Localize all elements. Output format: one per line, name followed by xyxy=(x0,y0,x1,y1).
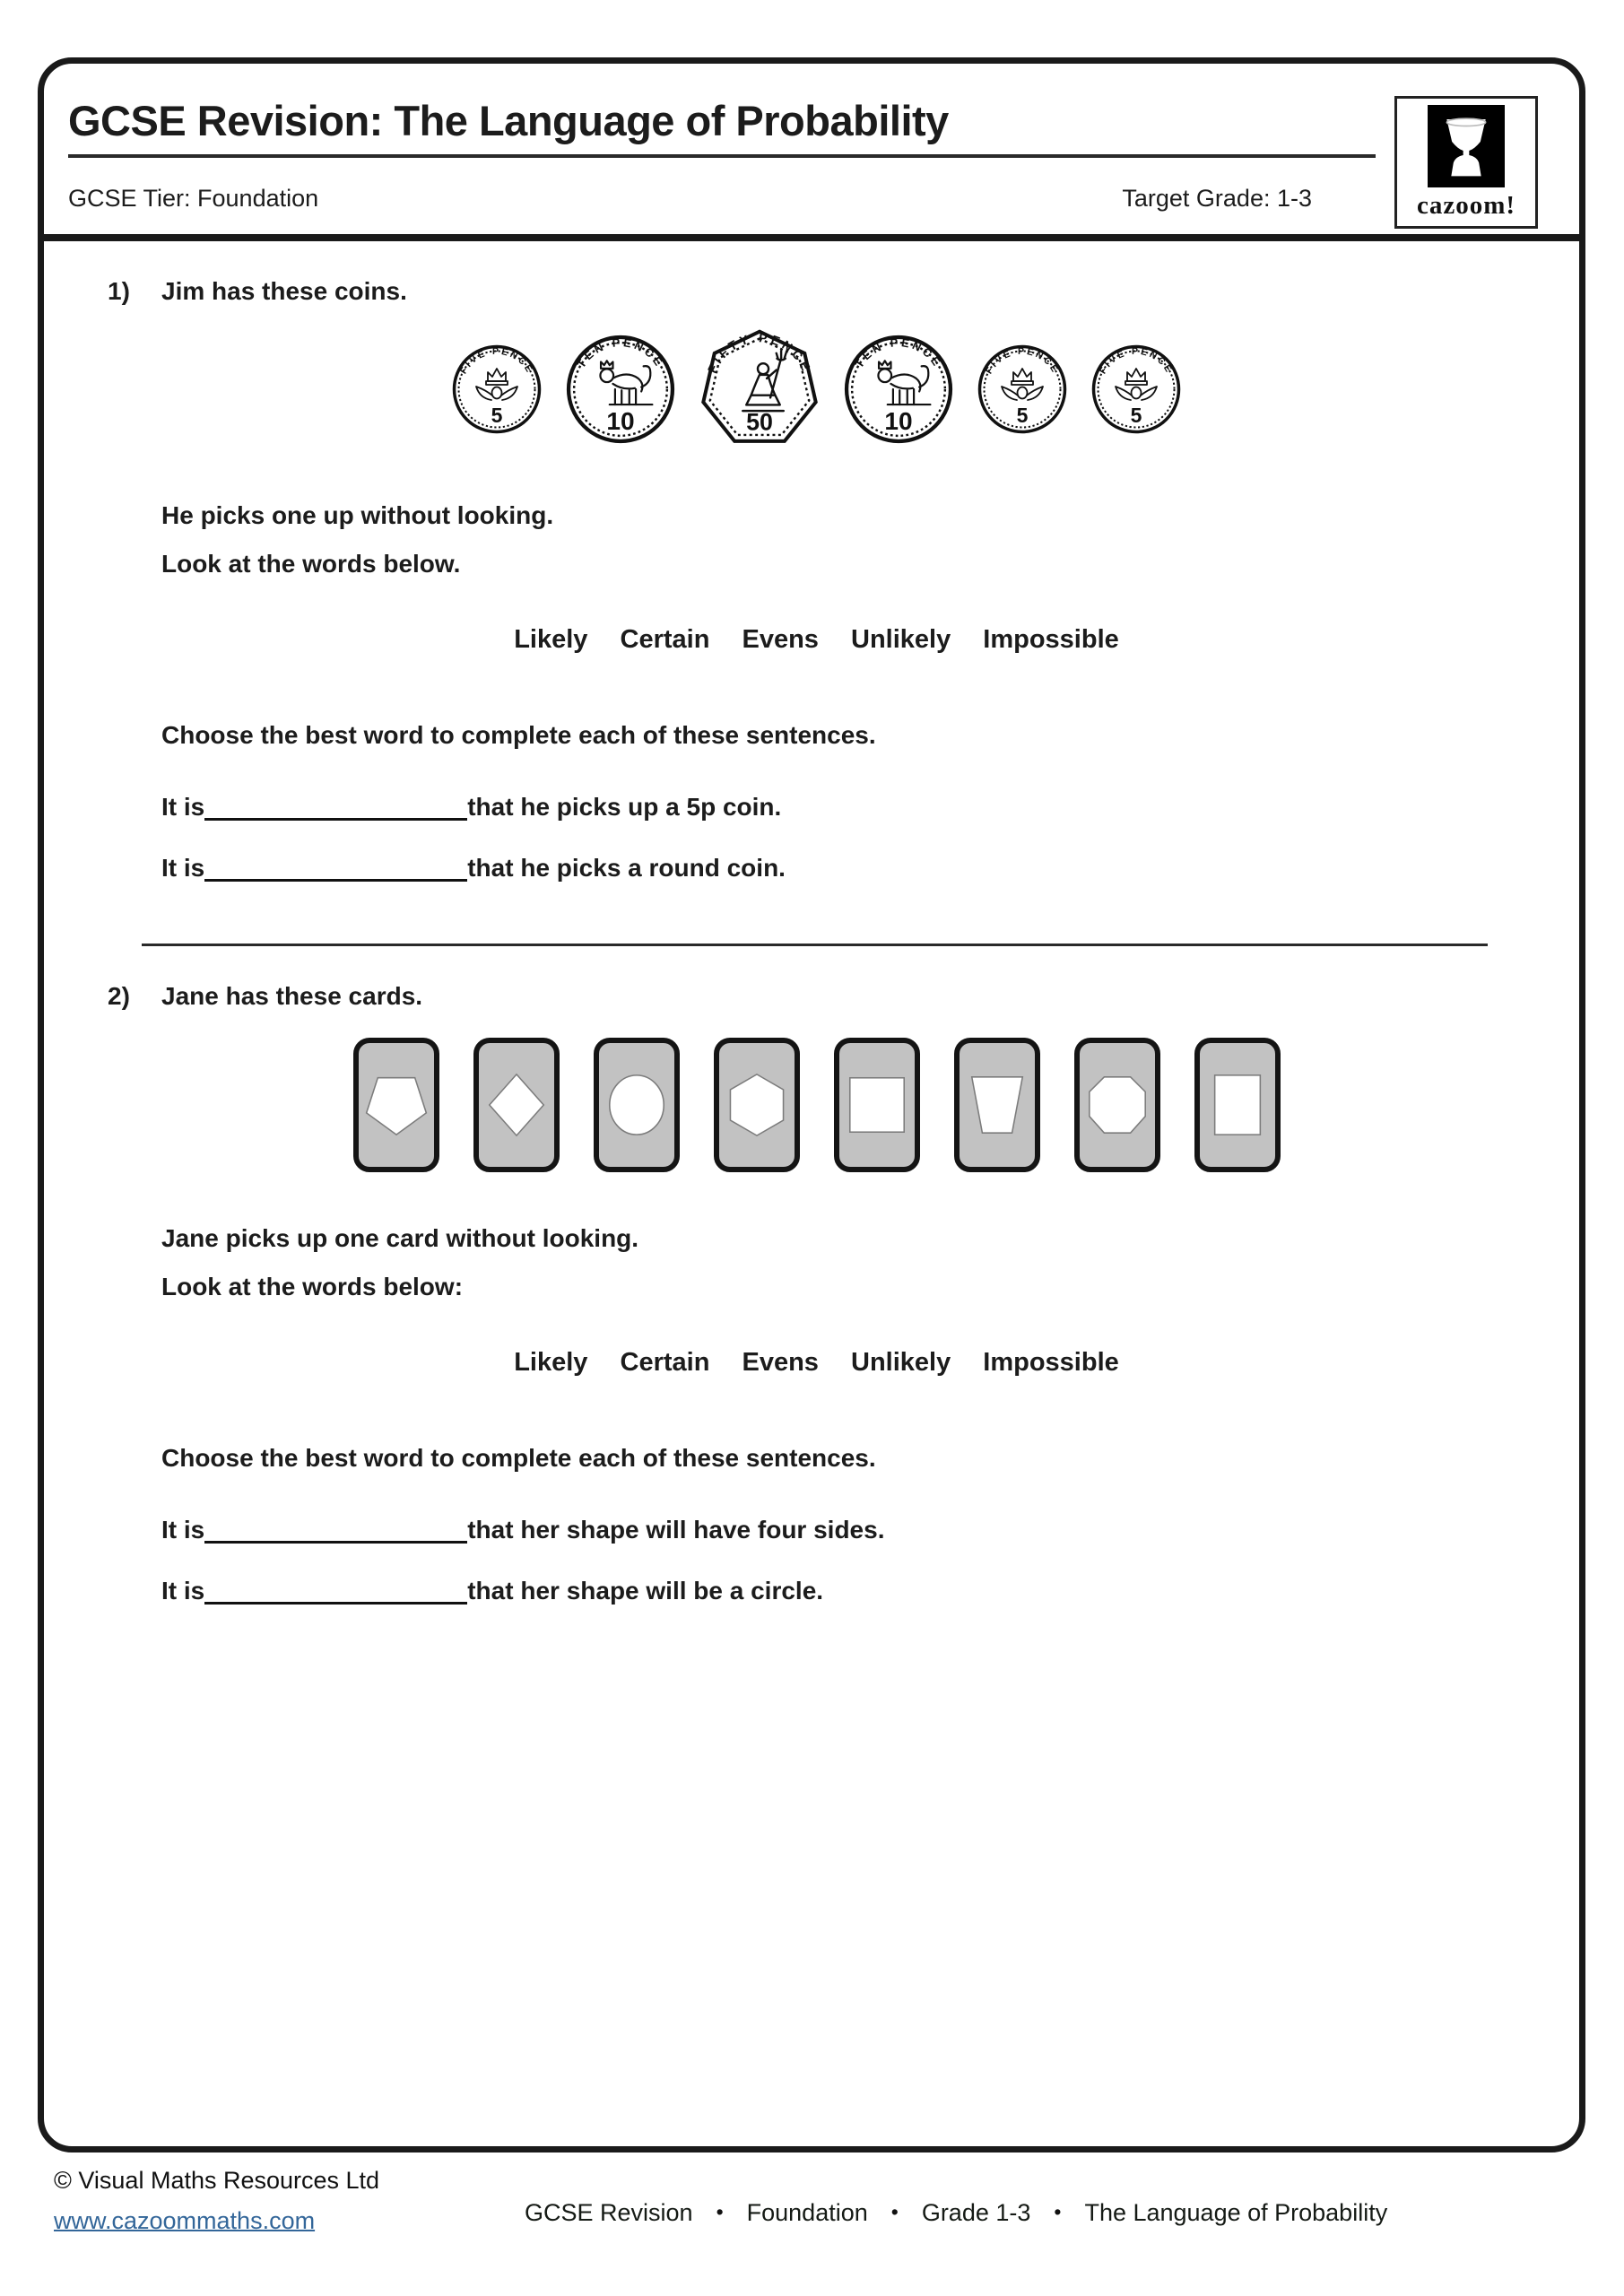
coin-value: 10 xyxy=(606,407,635,436)
question-1-prompt: Jim has these coins. xyxy=(161,277,407,305)
page-footer xyxy=(0,2167,1624,2271)
question-2-line xyxy=(108,982,1525,1011)
word-bank-item: Likely xyxy=(514,1348,588,1377)
target-grade-label: Target Grade: 1-3 xyxy=(1122,185,1312,212)
q2-choose-instruction: Choose the best word to complete each of these sentences. xyxy=(161,1444,876,1472)
answer-blank xyxy=(204,1541,467,1544)
coin-value: 5 xyxy=(1016,404,1029,427)
strip-item: • Foundation xyxy=(693,2199,868,2226)
answer-blank xyxy=(204,879,467,882)
word-bank-item: Impossible xyxy=(983,1348,1119,1377)
sentence-text: that he picks a round coin. xyxy=(467,854,786,882)
title-underline xyxy=(68,96,1376,158)
diamond-icon xyxy=(482,1070,551,1140)
cards-row xyxy=(108,1038,1525,1172)
word-bank-item: Unlikely xyxy=(851,1348,951,1377)
coin-value: 50 xyxy=(746,408,773,436)
sentence-text: It is xyxy=(161,1516,205,1544)
coin-inscription: FIVE PENCE xyxy=(457,345,536,377)
coin-inscription: FIFTY PENCE xyxy=(704,330,815,376)
question-1-line xyxy=(108,277,1525,306)
sentence-text: It is xyxy=(161,1577,205,1605)
square-icon xyxy=(842,1070,912,1140)
worksheet-content xyxy=(44,277,1579,1605)
trapezium-icon xyxy=(962,1070,1032,1140)
worksheet-page xyxy=(38,57,1585,2152)
header-meta-row xyxy=(68,185,1312,213)
footer-strip xyxy=(525,2199,1387,2227)
section-divider xyxy=(142,944,1488,946)
q2-instruction-line-1: Jane picks up one card without looking. xyxy=(161,1224,639,1252)
sentence-text: It is xyxy=(161,793,205,821)
footer-left xyxy=(54,2167,379,2235)
coin-value: 10 xyxy=(884,407,913,436)
coin-inscription: TEN PENCE xyxy=(852,335,945,370)
question-2-prompt: Jane has these cards. xyxy=(161,982,423,1010)
word-bank-item: Likely xyxy=(514,625,588,654)
card-circle xyxy=(594,1038,680,1172)
worksheet-header xyxy=(44,64,1579,241)
strip-item: GCSE Revision xyxy=(525,2199,693,2226)
rectangle-icon xyxy=(1203,1070,1272,1140)
question-1 xyxy=(108,277,1525,883)
coin-five-pence xyxy=(977,344,1067,434)
q2-instruction-line-2: Look at the words below: xyxy=(161,1273,464,1300)
q2-sentence-2 xyxy=(161,1577,1525,1605)
octagon-icon xyxy=(1082,1070,1152,1140)
card-square xyxy=(834,1038,920,1172)
sentence-text: It is xyxy=(161,854,205,882)
sentence-text: that her shape will be a circle. xyxy=(467,1577,824,1605)
answer-blank xyxy=(204,818,467,821)
word-bank-item: Unlikely xyxy=(851,625,951,654)
card-octagon xyxy=(1074,1038,1160,1172)
question-2-number: 2) xyxy=(108,982,130,1010)
copyright-text: © Visual Maths Resources Ltd xyxy=(54,2167,380,2194)
sentence-text: that he picks up a 5p coin. xyxy=(467,793,782,821)
sentence-text: that her shape will have four sides. xyxy=(467,1516,885,1544)
q1-sentence-2 xyxy=(161,854,1525,883)
coin-ten-pence xyxy=(844,335,953,444)
coins-row xyxy=(108,329,1525,449)
coin-five-pence xyxy=(1091,344,1181,434)
website-link[interactable]: www.cazoommaths.com xyxy=(54,2207,316,2234)
question-2 xyxy=(108,982,1525,1605)
coin-inscription: FIVE PENCE xyxy=(983,345,1062,377)
coin-ten-pence xyxy=(566,335,675,444)
coin-value: 5 xyxy=(1130,404,1142,427)
q1-word-bank xyxy=(108,625,1525,655)
pentagon-icon xyxy=(361,1070,431,1140)
card-pentagon xyxy=(353,1038,439,1172)
circle-icon xyxy=(602,1070,672,1140)
coin-inscription: FIVE PENCE xyxy=(1097,345,1176,377)
cazoom-logo xyxy=(1394,96,1538,229)
strip-item: • Grade 1-3 xyxy=(868,2199,1031,2226)
q1-sentence-1 xyxy=(161,793,1525,822)
q1-instruction-line-2: Look at the words below. xyxy=(161,550,461,578)
page-title: GCSE Revision: The Language of Probability xyxy=(68,97,949,144)
djembe-icon xyxy=(1428,105,1505,187)
card-hexagon xyxy=(714,1038,800,1172)
card-rectangle xyxy=(1194,1038,1281,1172)
coin-value: 5 xyxy=(491,404,503,427)
header-divider xyxy=(44,234,1579,241)
hexagon-icon xyxy=(722,1070,792,1140)
card-diamond xyxy=(473,1038,560,1172)
word-bank-item: Certain xyxy=(620,1348,710,1377)
coin-fifty-pence xyxy=(699,329,820,449)
word-bank-item: Impossible xyxy=(983,625,1119,654)
tier-label: GCSE Tier: Foundation xyxy=(68,185,319,212)
card-trapezium xyxy=(954,1038,1040,1172)
word-bank-item: Evens xyxy=(742,1348,819,1377)
q2-sentence-1 xyxy=(161,1516,1525,1544)
word-bank-item: Certain xyxy=(620,625,710,654)
q2-word-bank xyxy=(108,1348,1525,1378)
strip-item: • The Language of Probability xyxy=(1030,2199,1387,2226)
answer-blank xyxy=(204,1602,467,1605)
coin-five-pence xyxy=(452,344,542,434)
q1-instruction-line-1: He picks one up without looking. xyxy=(161,501,554,529)
logo-wordmark: cazoom! xyxy=(1416,190,1516,220)
q1-choose-instruction: Choose the best word to complete each of these sentences. xyxy=(161,721,876,749)
word-bank-item: Evens xyxy=(742,625,819,654)
question-1-number: 1) xyxy=(108,277,130,305)
coin-inscription: TEN PENCE xyxy=(574,335,667,370)
